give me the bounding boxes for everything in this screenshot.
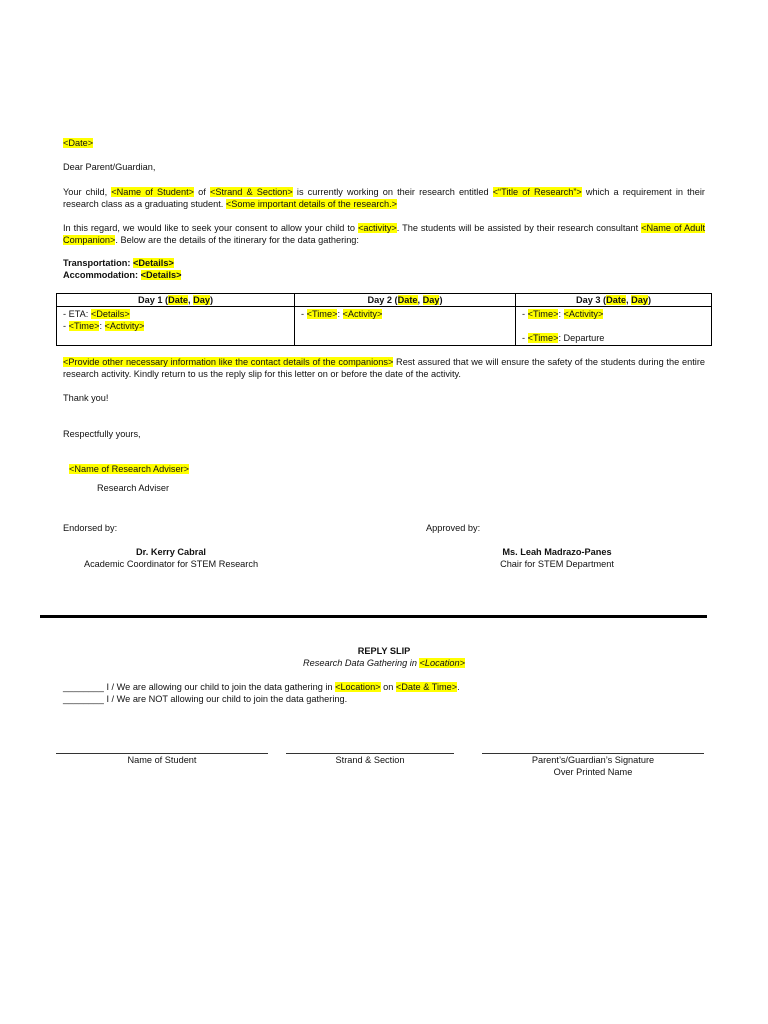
reply-slip-title: REPLY SLIP [357, 646, 411, 656]
approver-title: Chair for STEM Department [500, 559, 614, 569]
text: Rest assured that we will ensure the safety of the students during the entire research activity. Kindly return to us the reply slip for this letter on or before the date of the activity. [63, 357, 705, 379]
date-line [63, 138, 93, 148]
strand-section-caption: Strand & Section [335, 755, 405, 765]
activity-placeholder: <Activity> [104, 321, 145, 331]
activity-placeholder: <activity> [357, 223, 397, 233]
time-placeholder: <Time> [527, 333, 559, 343]
reply-slip-subtitle [234, 658, 534, 668]
text: ) [647, 295, 652, 305]
text: : [99, 321, 105, 331]
allow-blank-line: ________ [63, 682, 104, 692]
accommodation-label: Accommodation: [63, 270, 139, 280]
day1-header [57, 294, 295, 307]
day3-date-placeholder: Date [606, 295, 627, 305]
date-time-placeholder: <Date & Time> [395, 682, 458, 692]
adviser-name-placeholder: <Name of Research Adviser> [69, 464, 190, 474]
time-placeholder: <Time> [527, 309, 559, 319]
adult-companion-placeholder: <Name of Adult Companion> [63, 223, 705, 245]
day2-header [295, 294, 516, 307]
paragraph-intro [63, 186, 705, 210]
parent-signature-line [482, 753, 704, 754]
approved-label: Approved by: [426, 523, 481, 533]
text: ) [209, 295, 214, 305]
adviser-name-line [69, 464, 189, 474]
itinerary-header-row [57, 294, 712, 307]
endorser-name: Dr. Kerry Cabral [136, 547, 206, 557]
text: - [522, 309, 528, 319]
text: Day 2 ( [367, 295, 398, 305]
time-placeholder: <Time> [306, 309, 338, 319]
reply-option-deny [63, 694, 347, 704]
text: I / We are NOT allowing our child to join the data gathering. [103, 694, 348, 704]
endorsed-label: Endorsed by: [63, 523, 118, 533]
research-details-placeholder: <Some important details of the research.> [225, 199, 398, 209]
research-title-placeholder: <“Title of Research”> [492, 187, 582, 197]
cut-divider [40, 615, 707, 618]
transportation-label: Transportation: [63, 258, 131, 268]
paragraph-other-info [63, 356, 705, 380]
subtitle-location-placeholder: <Location> [419, 658, 465, 668]
day2-activity-line [301, 308, 509, 320]
text: ) [439, 295, 443, 305]
text: Research Data Gathering in [303, 658, 420, 668]
itinerary-body-row [57, 307, 712, 346]
text: - [63, 321, 69, 331]
student-name-signature-line [56, 753, 268, 754]
itinerary-table [56, 293, 712, 346]
date-placeholder: <Date> [63, 138, 94, 148]
paragraph-consent [63, 222, 705, 246]
location-placeholder: <Location> [335, 682, 381, 692]
day1-date-placeholder: Date [168, 295, 189, 305]
accommodation-line [63, 270, 181, 280]
day3-departure-line [522, 332, 705, 344]
transportation-details-placeholder: <Details> [132, 258, 174, 268]
text: I / We are allowing our child to join the data gathering in [103, 682, 336, 692]
adviser-title: Research Adviser [97, 483, 170, 493]
approver-name: Ms. Leah Madrazo-Panes [502, 547, 612, 557]
text: Day 1 ( [137, 295, 169, 305]
departure-text: Departure [563, 333, 605, 343]
text: . The students will be assisted by their research consultant [396, 223, 642, 233]
day1-cell [57, 307, 295, 346]
other-info-placeholder: <Provide other necessary information like the contact details of the companions> [63, 357, 394, 367]
day3-cell [516, 307, 712, 346]
activity-placeholder: <Activity> [563, 309, 604, 319]
text: of [194, 187, 210, 197]
day2-date-placeholder: Date [397, 295, 418, 305]
day1-day-placeholder: Day [193, 295, 210, 305]
reply-option-allow [63, 682, 460, 692]
text: on [380, 682, 396, 692]
student-name-placeholder: <Name of Student> [111, 187, 195, 197]
activity-placeholder: <Activity> [342, 309, 383, 319]
day1-eta-line [63, 308, 288, 320]
day3-header [516, 294, 712, 307]
strand-section-signature-line [286, 753, 454, 754]
text: : [337, 309, 343, 319]
printed-name-caption: Over Printed Name [553, 767, 633, 777]
student-name-caption: Name of Student [127, 755, 197, 765]
accommodation-details-placeholder: <Details> [140, 270, 182, 280]
text: , [188, 295, 194, 305]
day3-activity-line [522, 308, 705, 320]
text: . Below are the details of the itinerary for the data gathering: [115, 235, 359, 245]
salutation: Dear Parent/Guardian, [63, 162, 156, 172]
text: is currently working on their research entitled [292, 187, 493, 197]
day3-day-placeholder: Day [631, 295, 648, 305]
time-placeholder: <Time> [68, 321, 100, 331]
text: - [522, 333, 528, 343]
text: which a requirement in their research class as a graduating student. [63, 187, 705, 209]
text: , [417, 295, 423, 305]
text: - ETA: [63, 309, 91, 319]
deny-blank-line: ________ [63, 694, 104, 704]
text: : [558, 309, 564, 319]
text: Day 3 ( [575, 295, 607, 305]
parent-signature-caption: Parent’s/Guardian’s Signature [531, 755, 655, 765]
closing: Respectfully yours, [63, 429, 141, 439]
thank-you: Thank you! [63, 393, 109, 403]
eta-details-placeholder: <Details> [90, 309, 130, 319]
day2-day-placeholder: Day [422, 295, 440, 305]
day2-cell [295, 307, 516, 346]
text: Your child, [63, 187, 112, 197]
text: . [457, 682, 460, 692]
text: : [558, 333, 564, 343]
endorser-title: Academic Coordinator for STEM Research [83, 559, 259, 569]
transportation-line [63, 258, 174, 268]
strand-section-placeholder: <Strand & Section> [209, 187, 293, 197]
text: - [301, 309, 307, 319]
text: , [626, 295, 632, 305]
day1-activity-line [63, 320, 288, 332]
text: In this regard, we would like to seek your consent to allow your child to [63, 223, 358, 233]
